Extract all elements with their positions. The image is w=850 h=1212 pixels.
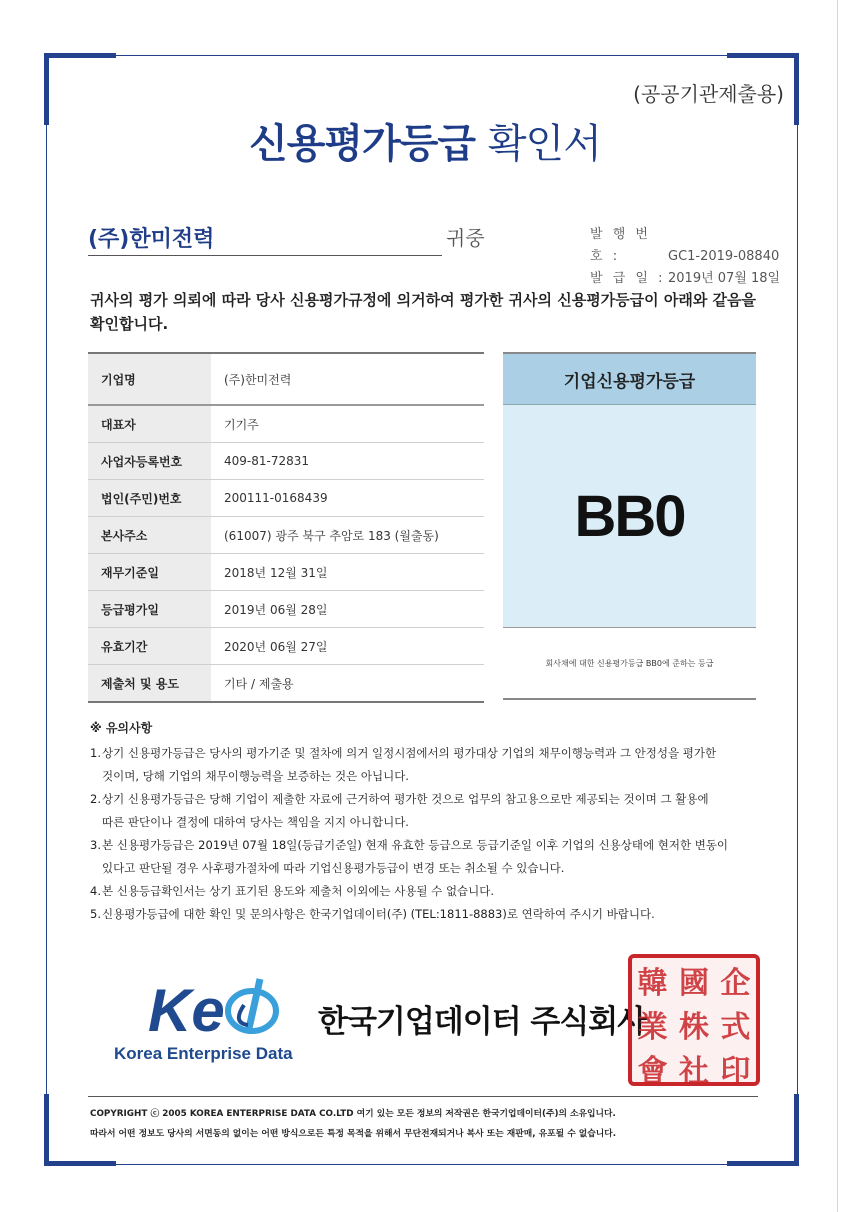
purpose-tag: (공공기관제출용): [633, 82, 784, 106]
table-row: [88, 353, 484, 405]
seal-glyph: 社: [678, 1054, 709, 1089]
seal-glyph: 企: [720, 966, 751, 1001]
logo-text: Korea Enterprise Data: [114, 1044, 293, 1063]
notice-line: 따른 판단이나 결정에 대하여 당사는 책임을 지지 아니합니다.: [102, 815, 409, 829]
row-value: (61007) 광주 북구 추암로 183 (월출동): [211, 517, 484, 554]
notice-number: 1.: [90, 746, 101, 760]
seal-glyph: 業: [637, 1010, 668, 1045]
seal-glyph: 國: [678, 966, 709, 1001]
list-item: [90, 788, 770, 834]
row-value: 200111-0168439: [211, 480, 484, 517]
footer-line-1: COPYRIGHT ⓒ 2005 KOREA ENTERPRISE DATA CO.LTD 여기 있는 모든 정보의 저작권은 한국기업데이터(주)의 소유입니다.: [90, 1109, 616, 1119]
table-row: [88, 517, 484, 554]
row-label: 유효기간: [88, 628, 211, 665]
grade-box: [503, 352, 756, 700]
grade-value: BB0: [503, 405, 756, 628]
notice-list: [90, 742, 770, 926]
seal-glyph: 會: [637, 1054, 668, 1089]
title-suffix: 확인서: [487, 121, 601, 167]
notice-line: 상기 신용평가등급은 당해 기업이 제출한 자료에 근거하여 평가한 것으로 업무의 참고용으로만 제공되는 것이며 그 활용에: [102, 792, 709, 806]
seal-glyph: 株: [678, 1010, 709, 1045]
seal-glyph: 韓: [637, 966, 668, 1001]
row-value: (주)한미전력: [211, 353, 484, 405]
row-label: 사업자등록번호: [88, 443, 211, 480]
row-value: 기기주: [211, 405, 484, 443]
frame-corner: [44, 1161, 116, 1166]
frame-corner: [44, 1094, 49, 1166]
frame-corner: [727, 53, 799, 58]
addressee-honorific: 귀중: [446, 226, 485, 250]
grade-note: 회사채에 대한 신용평가등급 BB0에 준하는 등급: [545, 658, 714, 668]
row-value: 2018년 12월 31일: [211, 554, 484, 591]
frame-corner: [44, 53, 116, 58]
issue-date-label: 발 급 일 :: [590, 271, 666, 286]
intro-text: 귀사의 평가 의뢰에 따라 당사 신용평가규정에 의거하여 평가한 귀사의 신용평가등급이 아래와 같음을 확인합니다.: [90, 291, 757, 333]
notice-line: 신용평가등급에 대한 확인 및 문의사항은 한국기업데이터(주) (TEL:1811-8883)로 연락하여 주시기 바랍니다.: [102, 907, 655, 921]
list-item: [90, 742, 770, 788]
table-row: [88, 480, 484, 517]
table-row: [88, 443, 484, 480]
row-label: 본사주소: [88, 517, 211, 554]
row-label: 제출처 및 용도: [88, 665, 211, 703]
notice-title: ※ 유의사항: [90, 721, 153, 735]
frame-corner: [727, 1161, 799, 1166]
notice-number: 5.: [90, 907, 101, 921]
issuer-company-name: 한국기업데이터 주식회사: [318, 1004, 647, 1040]
notice-line: 있다고 판단될 경우 사후평가절차에 따라 기업신용평가등급이 변경 또는 취소될 수 있습니다.: [102, 861, 565, 875]
title-main: 신용평가등급: [249, 121, 475, 167]
frame-corner: [794, 1094, 799, 1166]
notice-line: 것이며, 당해 기업의 채무이행능력을 보증하는 것은 아닙니다.: [102, 769, 409, 783]
table-row: [88, 665, 484, 703]
footer-line-2: 따라서 어떤 정보도 당사의 서면동의 없이는 어떤 방식으로든 특정 목적을 위해서 무단전재되거나 복사 또는 재판매, 유포될 수 없습니다.: [90, 1129, 617, 1139]
seal-glyph: 印: [720, 1054, 751, 1089]
table-row: [88, 554, 484, 591]
document-title: [0, 112, 850, 169]
list-item: [90, 834, 770, 880]
row-label: 등급평가일: [88, 591, 211, 628]
row-value: 409-81-72831: [211, 443, 484, 480]
table-row: [88, 628, 484, 665]
notice-line: 본 신용평가등급은 2019년 07월 18일(등급기준일) 현재 유효한 등급으로 등급기준일 이후 기업의 신용상태에 현저한 변동이: [102, 838, 729, 852]
issue-info: [590, 224, 780, 290]
issue-number-label: 발 행 번 호 :: [590, 227, 651, 264]
addressee-name: (주)한미전력: [88, 227, 215, 252]
row-label: 기업명: [88, 353, 211, 405]
company-info-table: [88, 352, 484, 703]
notice-number: 2.: [90, 792, 101, 806]
copyright-footer: [90, 1104, 770, 1144]
row-label: 대표자: [88, 405, 211, 443]
row-value: 기타 / 제출용: [211, 665, 484, 703]
row-value: 2020년 06월 27일: [211, 628, 484, 665]
notice-line: 상기 신용평가등급은 당사의 평가기준 및 절차에 의거 일정시점에서의 평가대상 기업의 채무이행능력과 그 안정성을 평가한: [102, 746, 717, 760]
company-seal: [628, 954, 760, 1089]
seal-glyph: 式: [720, 1010, 751, 1045]
grade-heading: 기업신용평가등급: [503, 354, 756, 405]
svg-text:Ke: Ke: [148, 977, 225, 1044]
notice-number: 4.: [90, 884, 101, 898]
addressee-underline: [88, 255, 442, 256]
list-item: [90, 903, 770, 926]
list-item: [90, 880, 770, 903]
row-value: 2019년 06월 28일: [211, 591, 484, 628]
page-edge: [837, 0, 838, 1212]
row-label: 법인(주민)번호: [88, 480, 211, 517]
issue-date-value: 2019년 07월 18일: [668, 271, 781, 286]
issue-number-value: GC1-2019-08840: [668, 249, 780, 264]
footer-divider: [88, 1096, 758, 1097]
notice-line: 본 신용등급확인서는 상기 표기된 용도와 제출처 이외에는 사용될 수 없습니다.: [102, 884, 495, 898]
ked-logo: [148, 975, 280, 1045]
row-label: 재무기준일: [88, 554, 211, 591]
table-row: [88, 591, 484, 628]
notice-number: 3.: [90, 838, 101, 852]
table-row: [88, 405, 484, 443]
